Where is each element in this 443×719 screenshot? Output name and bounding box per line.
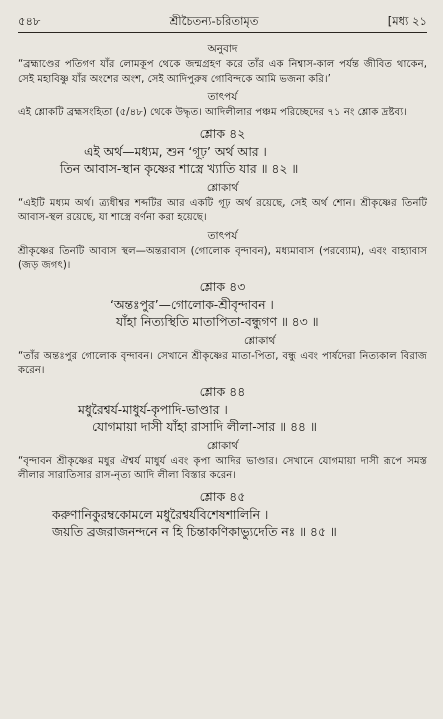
paragraph: “ব্রহ্মাণ্ডের পতিগণ যাঁর লোমকূপ থেকে জন্মগ্রহণ করে তাঁর এক নিশ্বাস-কাল পর্যন্ত জীবিত থাকেন, সেই মহাবিষ্ণু যাঁর অংশের অংশ, সেই আদিপুরুষ গোবিন্দকে আমি ভজনা করি।’ [18,59,427,85]
page-number: ৫৪৮ [18,14,41,28]
verse-line: করুণানিকুরম্বকোমলে মধুরৈশ্বর্যবিশেষশালিনি । [52,507,269,522]
verse-text [18,297,427,331]
verse-number-heading: শ্লোক ৪২ [199,125,246,141]
verse-text [18,144,427,178]
book-title: শ্রীচৈতন্য-চরিতামৃত [169,14,259,28]
page-header [18,14,427,33]
section-heading: তাৎপর্য [207,91,238,103]
verse-line: জয়তি ব্রজরাজনন্দনে ন হি চিন্তাকণিকাভ্যুদেতি নঃ ॥ ৪৫ ॥ [52,524,337,539]
paragraph: শ্রীকৃষ্ণের তিনটি আবাস স্থল—অন্তরাবাস (গোলোক বৃন্দাবন), মধ্যমাবাস (পরব্যোম), এবং বাহ্যাবাস (জড় জগৎ)। [18,245,427,271]
section-heading: শ্লোকার্থ [206,439,239,452]
verse-line: যোগমায়া দাসী যাঁহা রাসাদি লীলা-সার ॥ ৪৪ ॥ [92,419,317,434]
verse-text [18,507,427,541]
verse-line: ‘অন্তঃপুর’—গোলোক-শ্রীবৃন্দাবন । [110,297,274,312]
paragraph: “এইটি মধ্যম অর্থ। ত্র্যধীশ্বর শব্দটির আর একটি গূঢ় অর্থ রয়েছে, সেই অর্থ শোন। শ্রীকৃষ্ণের তিনটি আবাস-স্থল রয়েছে, যা শাস্ত্রে বর্ণনা করা হয়েছে। [18,197,427,223]
verse-line: এই অর্থ—মধ্যম, শুন ‘গূঢ়’ অর্থ আর । [84,144,267,159]
paragraph: “তাঁর অন্তঃপুর গোলোক বৃন্দাবন। সেখানে শ্রীকৃষ্ণের মাতা-পিতা, বন্ধু এবং পার্ষদেরা নিত্যকাল বিরাজ করেন। [18,350,427,376]
verse-text [18,402,427,436]
verse-number-heading: শ্লোক ৪৫ [199,488,246,504]
section-heading: শ্লোকার্থ [244,334,276,347]
verse-line: তিন আবাস-স্থান কৃষ্ণের শাস্ত্রে খ্যাতি যার ॥ ৪২ ॥ [60,161,299,176]
paragraph: এই শ্লোকটি ব্রহ্মসংহিতা (৫/৪৮) থেকে উদ্ধৃত। আদিলীলার পঞ্চম পরিচ্ছেদের ৭১ নং শ্লোক দ্রষ্টব্য। [18,107,407,118]
paragraph: “বৃন্দাবন শ্রীকৃষ্ণের মধুর ঐশ্বর্য মাধুর্য এবং কৃপা আদির ভাণ্ডার। সেখানে যোগমায়া দাসী রূপে সমস্ত লীলার সারাতিসার রাস-নৃত্য আদি লীলা বিস্তার করেন। [18,455,427,481]
verse-line: মধুরৈশ্বর্য-মাধুর্য-কৃপাদি-ভাণ্ডার । [78,402,228,417]
verse-line: যাঁহা নিত্যস্থিতি মাতাপিতা-বন্ধুগণ ॥ ৪৩ ॥ [116,314,319,329]
section-label: [মধ্য ২১ [387,14,427,28]
section-heading: অনুবাদ [207,43,238,55]
page-content [18,42,427,541]
section-heading: তাৎপর্য [207,229,238,242]
verse-number-heading: শ্লোক ৪৩ [199,278,246,294]
verse-number-heading: শ্লোক ৪৪ [199,383,246,399]
section-heading: শ্লোকার্থ [206,181,239,194]
